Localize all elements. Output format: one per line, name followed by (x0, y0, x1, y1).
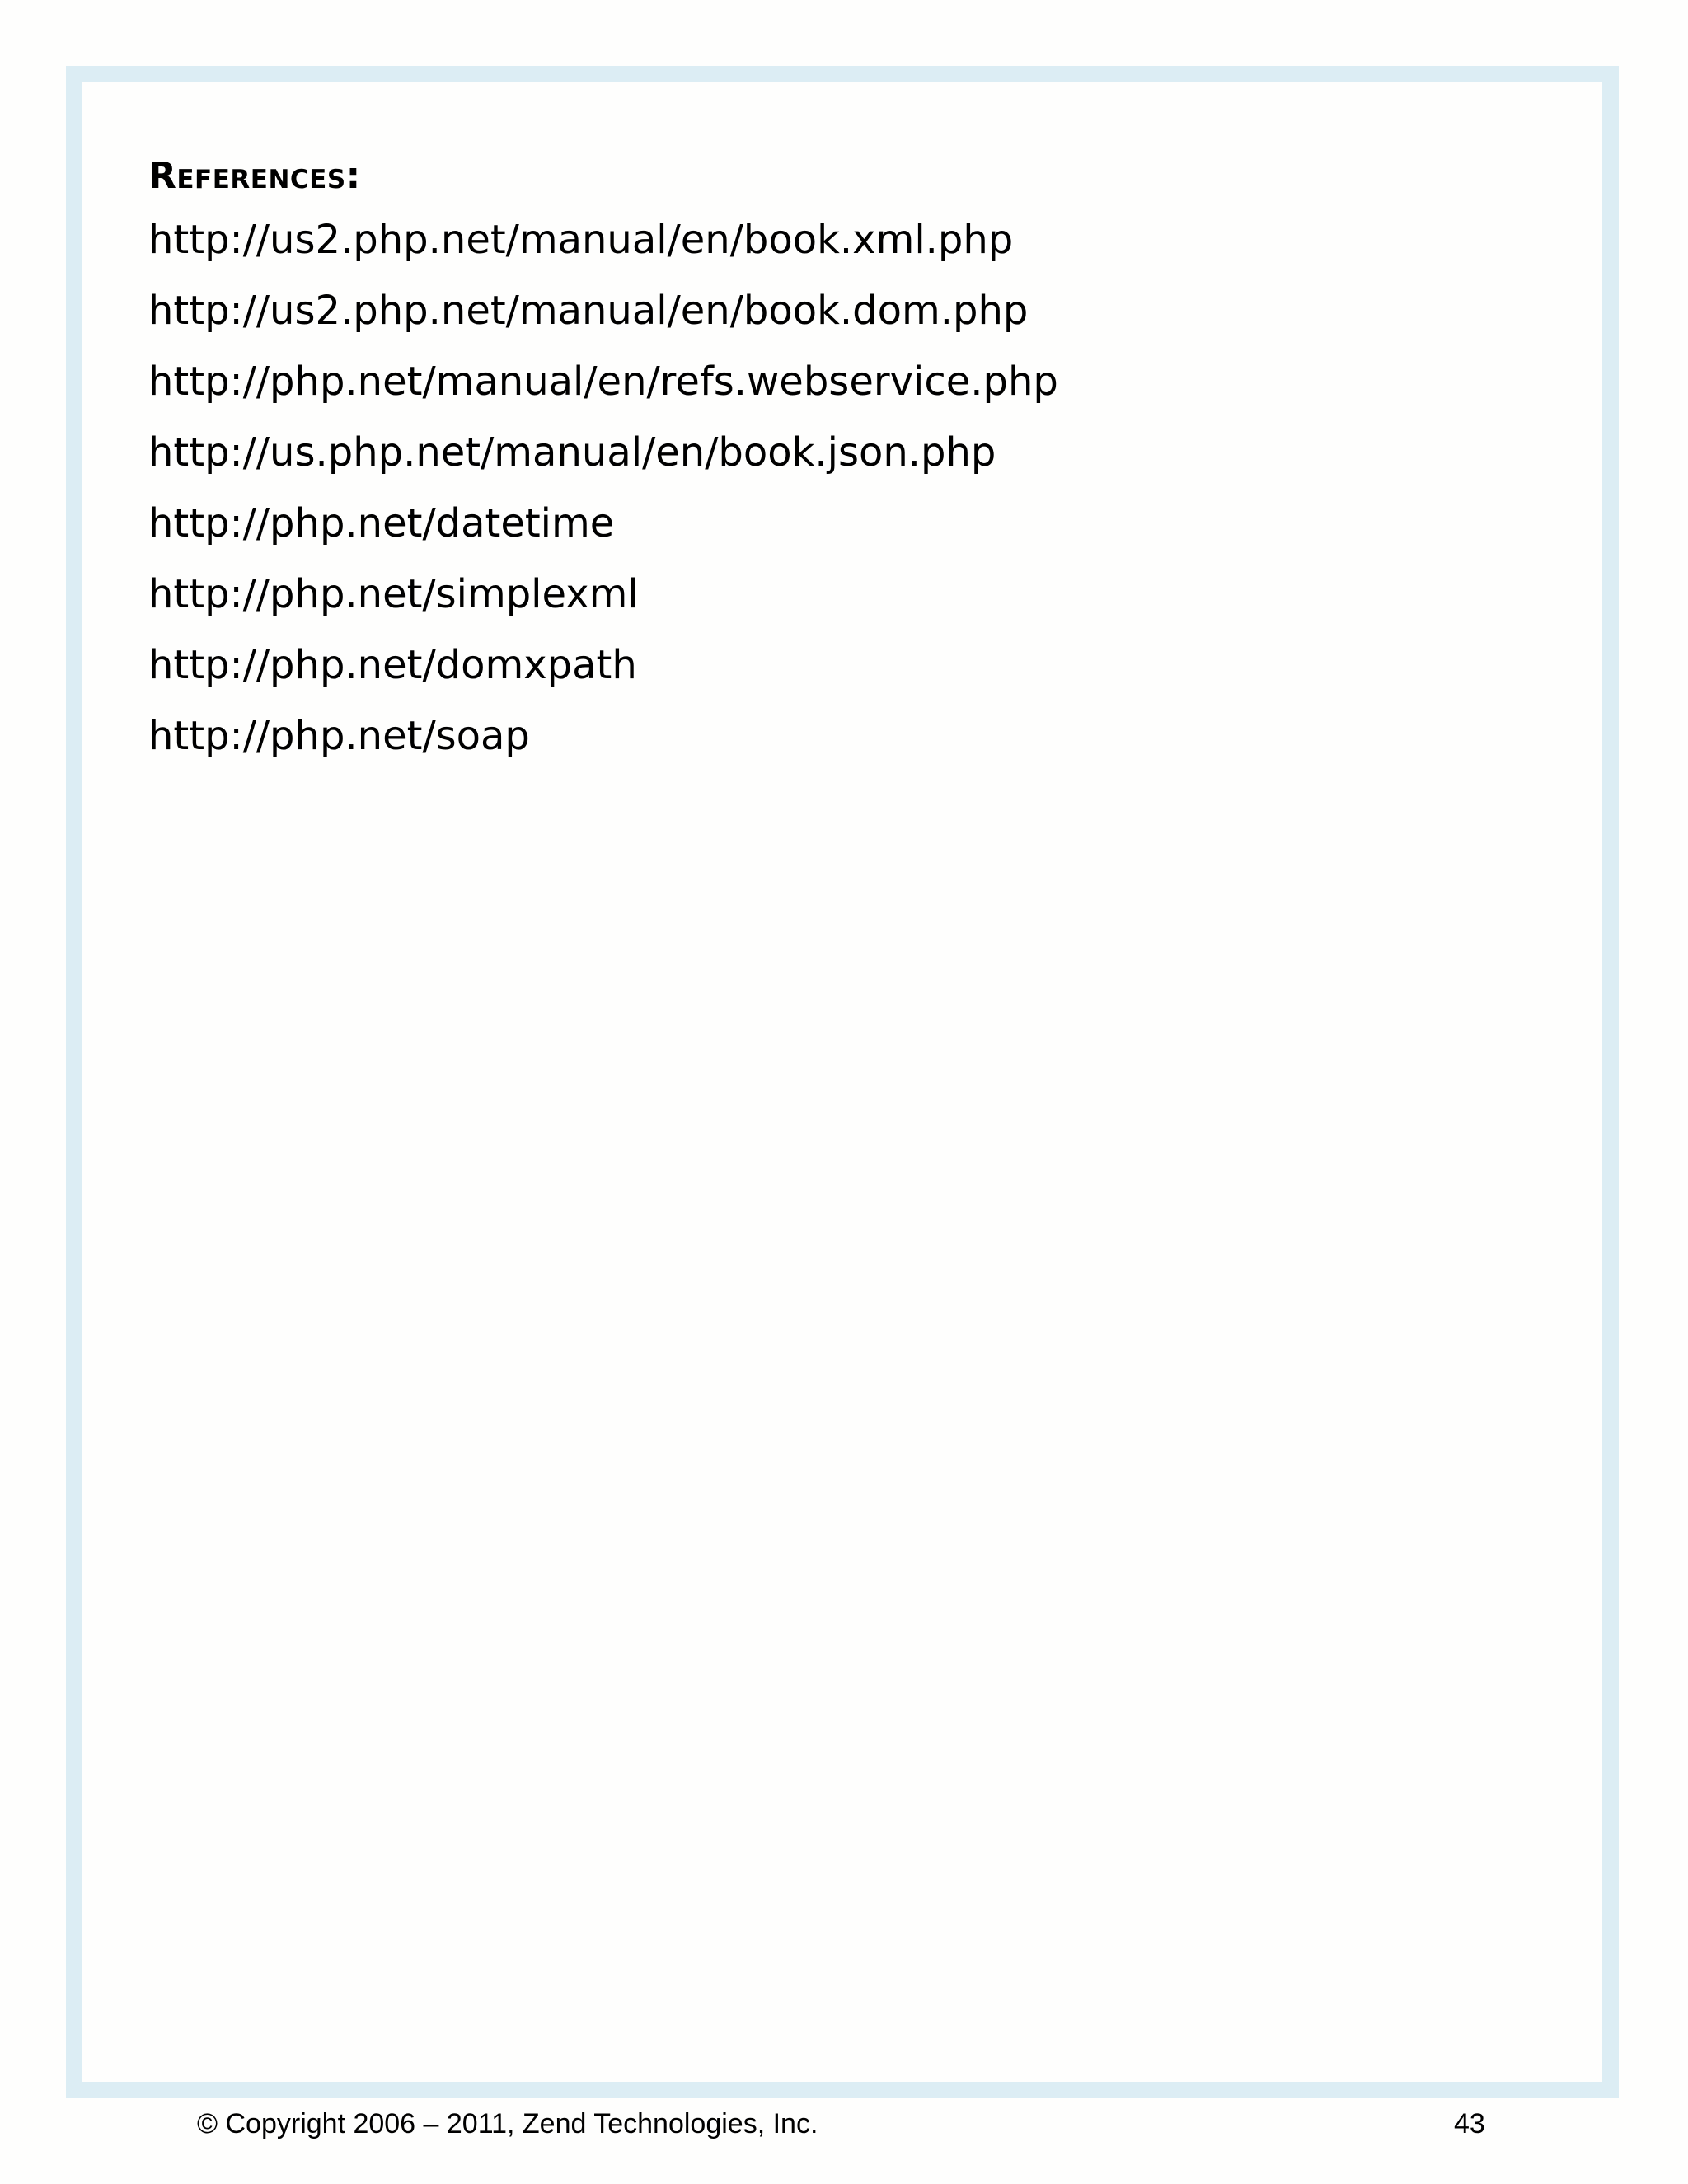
footer-copyright: © Copyright 2006 – 2011, Zend Technologies, Inc. (197, 2108, 818, 2139)
reference-link[interactable]: http://us2.php.net/manual/en/book.xml.php (148, 217, 1014, 263)
reference-link[interactable]: http://php.net/manual/en/refs.webservice.php (148, 359, 1058, 405)
reference-link[interactable]: http://php.net/simplexml (148, 571, 639, 617)
reference-link[interactable]: http://us.php.net/manual/en/book.json.php (148, 429, 996, 476)
reference-link[interactable]: http://php.net/datetime (148, 500, 615, 546)
reference-link[interactable]: http://php.net/soap (148, 713, 530, 759)
references-list (148, 204, 1550, 771)
page-number: 43 (1454, 2108, 1485, 2139)
references-heading: References: (148, 155, 361, 197)
references-section (148, 153, 1550, 771)
reference-link[interactable]: http://php.net/domxpath (148, 642, 637, 688)
reference-link[interactable]: http://us2.php.net/manual/en/book.dom.php (148, 288, 1029, 334)
